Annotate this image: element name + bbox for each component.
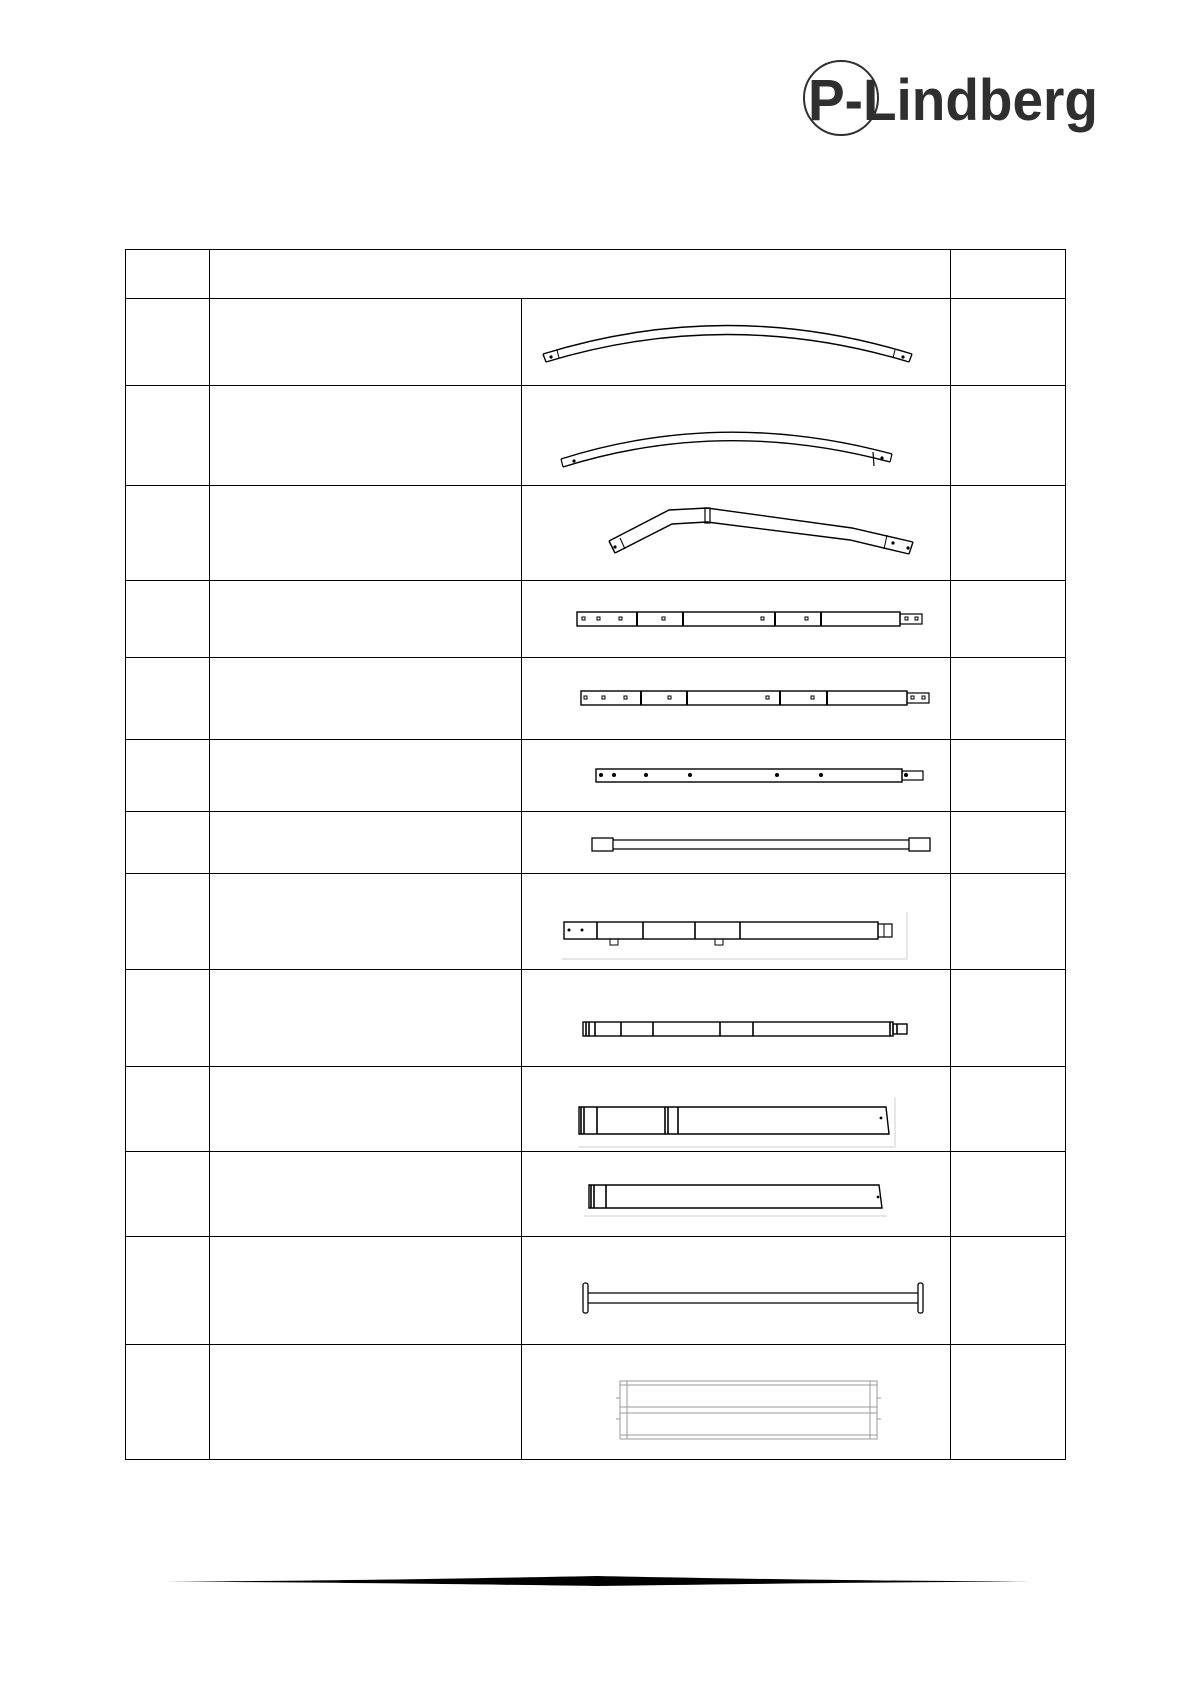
p-lindberg-logo-icon <box>803 58 1103 140</box>
table-row <box>126 1345 1066 1460</box>
tapered-line-icon <box>166 1574 1029 1588</box>
footer-divider <box>166 1574 1029 1588</box>
table-row <box>126 581 1066 658</box>
table-header-row <box>126 250 1066 299</box>
straight-tube-dots-icon <box>522 740 949 811</box>
table-row <box>126 740 1066 812</box>
thin-rod-caps-icon <box>522 812 949 873</box>
row-drawing <box>522 1237 951 1345</box>
row-name <box>210 1345 522 1460</box>
row-drawing <box>522 658 951 740</box>
row-no <box>126 970 210 1067</box>
row-qty <box>951 1345 1066 1460</box>
row-no <box>126 1067 210 1152</box>
table-row <box>126 1152 1066 1237</box>
row-drawing <box>522 581 951 658</box>
row-no <box>126 740 210 812</box>
row-qty <box>951 486 1066 581</box>
header-description <box>210 250 951 299</box>
straight-tube-holes-alt-icon <box>522 658 949 739</box>
row-qty <box>951 386 1066 486</box>
row-name <box>210 1237 522 1345</box>
row-drawing <box>522 740 951 812</box>
table-row <box>126 386 1066 486</box>
table-row <box>126 874 1066 970</box>
row-drawing <box>522 1345 951 1460</box>
row-no <box>126 581 210 658</box>
header-no <box>126 250 210 299</box>
panel-frame-icon <box>522 1345 949 1459</box>
bent-tube-icon <box>522 486 949 580</box>
row-no <box>126 1345 210 1460</box>
row-drawing <box>522 812 951 874</box>
row-no <box>126 874 210 970</box>
row-qty <box>951 581 1066 658</box>
wide-tube-sleeves-icon <box>522 1067 949 1151</box>
row-name <box>210 740 522 812</box>
wide-tube-single-sleeve-icon <box>522 1152 949 1236</box>
row-name <box>210 658 522 740</box>
header-qty <box>951 250 1066 299</box>
row-name <box>210 1152 522 1237</box>
row-drawing <box>522 1152 951 1237</box>
row-drawing <box>522 386 951 486</box>
row-qty <box>951 299 1066 386</box>
row-qty <box>951 812 1066 874</box>
row-no <box>126 386 210 486</box>
row-name <box>210 812 522 874</box>
curved-arc-tube-icon <box>522 299 949 385</box>
row-qty <box>951 1237 1066 1345</box>
row-qty <box>951 874 1066 970</box>
row-name <box>210 970 522 1067</box>
segmented-tube-icon <box>522 970 949 1066</box>
brand-logo <box>803 58 1103 140</box>
row-drawing <box>522 1067 951 1152</box>
row-drawing <box>522 970 951 1067</box>
table-row <box>126 486 1066 581</box>
row-qty <box>951 1067 1066 1152</box>
table-row <box>126 1067 1066 1152</box>
table-row <box>126 658 1066 740</box>
row-name <box>210 386 522 486</box>
row-qty <box>951 970 1066 1067</box>
row-name <box>210 581 522 658</box>
row-no <box>126 812 210 874</box>
row-name <box>210 874 522 970</box>
row-drawing <box>522 874 951 970</box>
row-name <box>210 299 522 386</box>
brand-name: P-Lindberg <box>808 68 1098 133</box>
table-row <box>126 812 1066 874</box>
straight-tube-holes-icon <box>522 581 949 657</box>
row-qty <box>951 658 1066 740</box>
table-row <box>126 1237 1066 1345</box>
double-rail-rod-icon <box>522 1237 949 1344</box>
row-name <box>210 486 522 581</box>
row-no <box>126 486 210 581</box>
parts-table <box>125 249 1066 1460</box>
row-drawing <box>522 299 951 386</box>
curved-arc-tube-short-icon <box>522 386 949 485</box>
row-drawing <box>522 486 951 581</box>
row-no <box>126 1237 210 1345</box>
table-row <box>126 299 1066 386</box>
row-qty <box>951 740 1066 812</box>
table-row <box>126 970 1066 1067</box>
row-no <box>126 299 210 386</box>
tube-with-tabs-icon <box>522 874 949 969</box>
row-no <box>126 658 210 740</box>
row-qty <box>951 1152 1066 1237</box>
row-no <box>126 1152 210 1237</box>
row-name <box>210 1067 522 1152</box>
